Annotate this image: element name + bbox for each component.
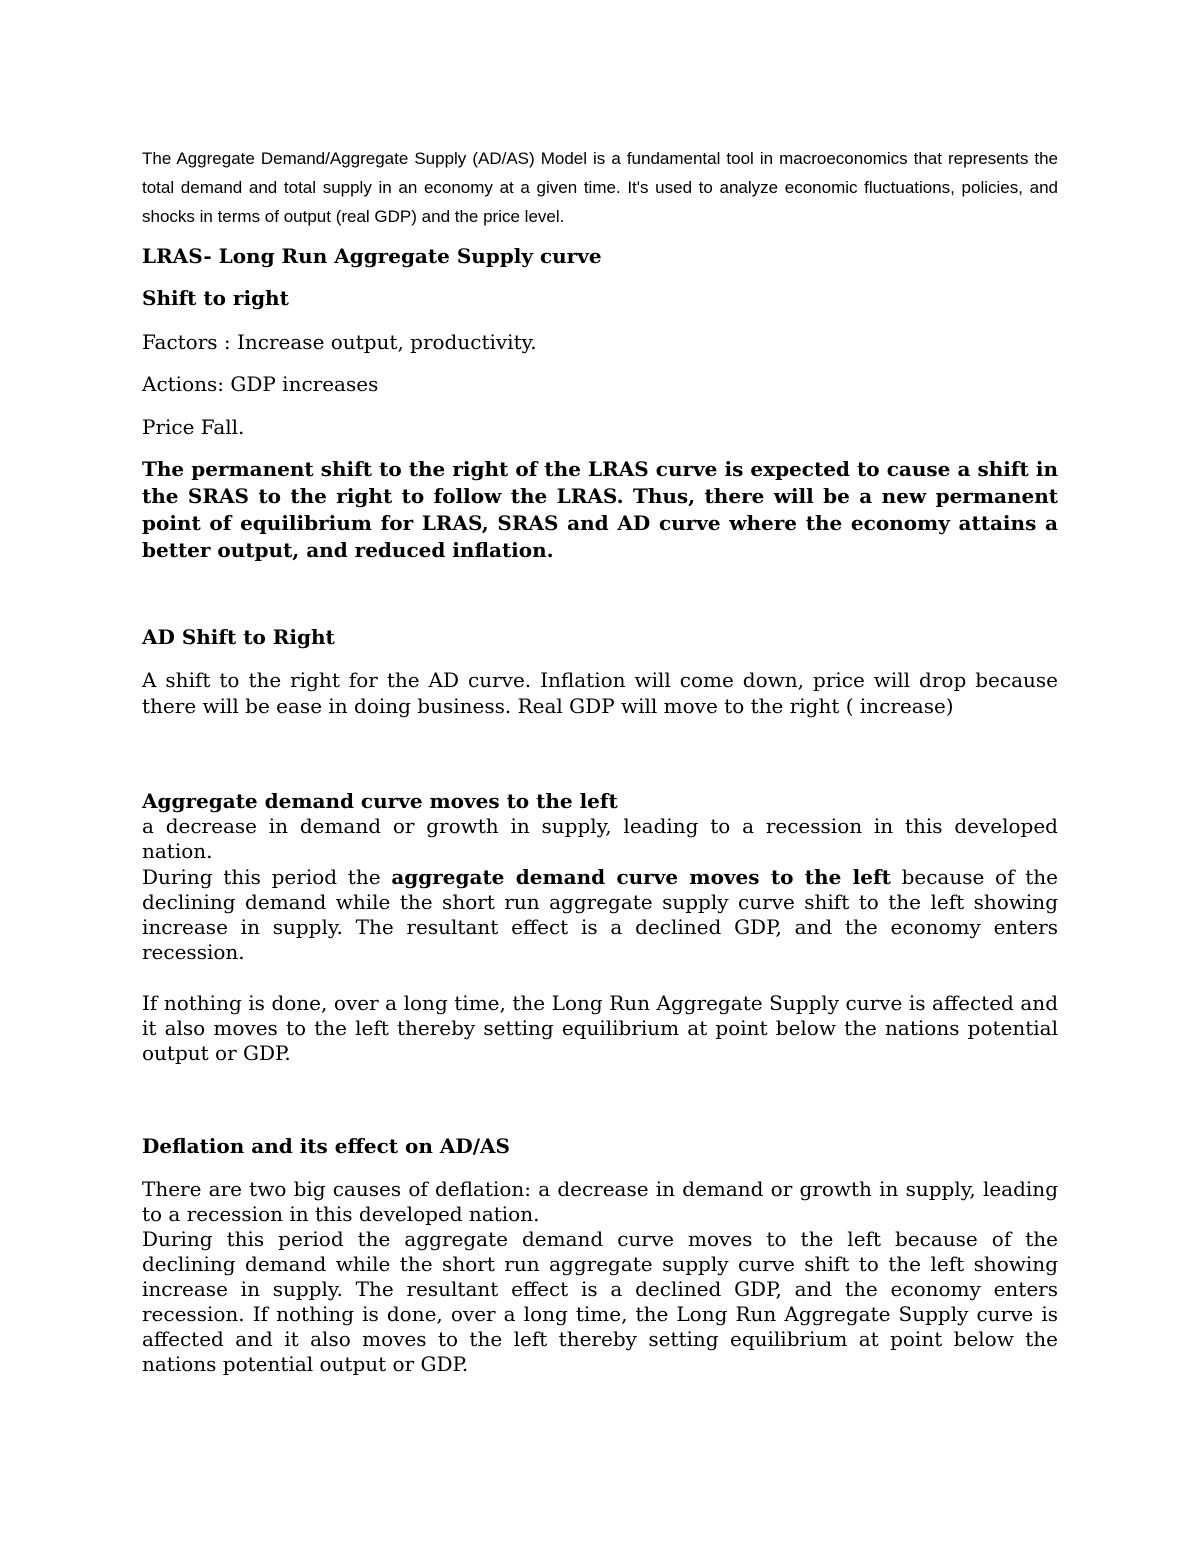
lras-actions: Actions: GDP increases [142, 372, 379, 396]
lras-subheading: Shift to right [142, 286, 289, 310]
ad-left-p2-end: because of the declining demand while the short run aggregate supply curve shift to the left showing increase in supply. The resultant effect is a declined GDP, and the economy enters recession. [142, 865, 1059, 964]
ad-right-body: A shift to the right for the AD curve. Inflation will come down, price will drop because there will be ease in doing business. Real GDP will move to the right ( increase) [142, 668, 1058, 718]
deflation-p2: During this period the aggregate demand curve moves to the left because of the declining demand while the short run aggregate supply curve shift to the left showing increase in supply. The resultant effect is a declined GDP, and the economy enters recession. If nothing is done, over a long time, the Long Run Aggregate Supply curve is affected and it also moves to the left thereby setting equilibrium at point below the nations potential output or GDP. [142, 1227, 1058, 1376]
deflation-p1: There are two big causes of deflation: a decrease in demand or growth in supply, leading to a recession in this developed nation. [142, 1177, 1058, 1226]
ad-left-p2-start: During this period the [142, 865, 392, 889]
deflation-heading: Deflation and its effect on AD/AS [142, 1134, 510, 1158]
ad-left-p2-bold: aggregate demand curve moves to the left [391, 865, 891, 889]
lras-price: Price Fall. [142, 415, 245, 439]
ad-left-paragraph [142, 865, 1058, 965]
ad-right-heading: AD Shift to Right [142, 625, 335, 649]
ad-left-p3: If nothing is done, over a long time, the Long Run Aggregate Supply curve is affected and it also moves to the left thereby setting equilibrium at point below the nations potential output or GDP. [142, 991, 1058, 1065]
intro-paragraph: The Aggregate Demand/Aggregate Supply (AD/AS) Model is a fundamental tool in macroeconomics that represents the total demand and total supply in an economy at a given time. It's used to analyze economic fluctuations, policies, and shocks in terms of output (real GDP) and the price level. [142, 149, 1058, 226]
ad-left-heading: Aggregate demand curve moves to the left [142, 789, 618, 813]
lras-summary: The permanent shift to the right of the LRAS curve is expected to cause a shift in the SRAS to the right to follow the LRAS. Thus, there will be a new permanent point of equilibrium for LRAS, SRAS and AD curve where the economy attains a better output, and reduced inflation. [142, 457, 1058, 562]
ad-left-line1: a decrease in demand or growth in supply, leading to a recession in this developed nation. [142, 814, 1058, 863]
lras-heading: LRAS- Long Run Aggregate Supply curve [142, 244, 602, 268]
lras-factors: Factors : Increase output, productivity. [142, 330, 537, 354]
